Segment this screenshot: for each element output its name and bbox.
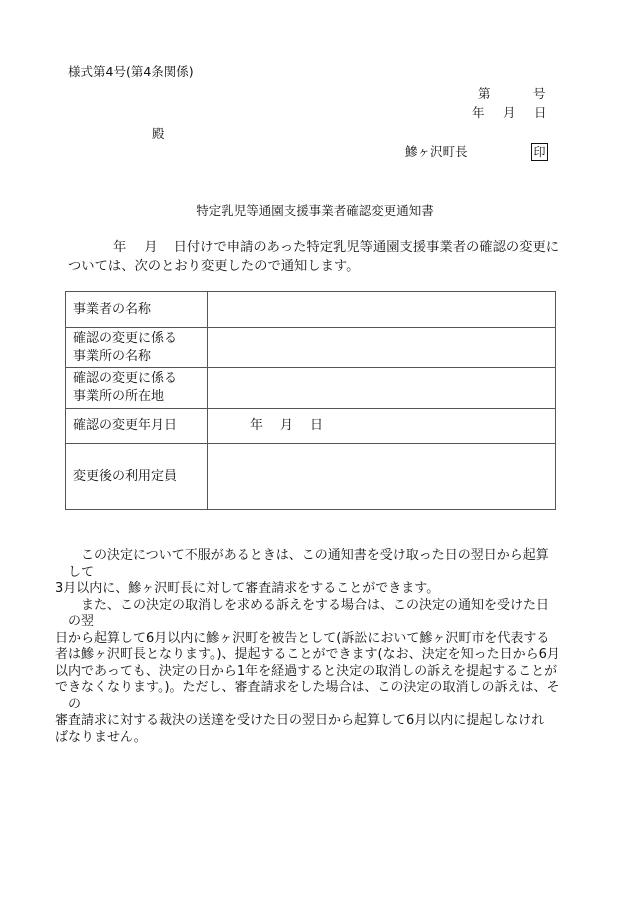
row-value-change-date[interactable] (208, 409, 556, 444)
row-value-capacity[interactable] (208, 444, 556, 510)
row-value-business-name[interactable] (208, 292, 556, 328)
notice-paragraph-1: この決定について不服があるときは、この通知書を受け取った日の翌日から起算して 3月以内に、鰺ヶ沢町長に対して審査請求をすることができます。 (55, 548, 549, 596)
document-number-suffix: 号 (533, 86, 546, 101)
intro-text (68, 238, 568, 276)
table-row (66, 328, 556, 368)
table-row (66, 292, 556, 328)
row-label-facility-address: 確認の変更に係る 事業所の所在地 (66, 368, 208, 409)
intro-line2: ついては、次のとおり変更したので通知します。 (68, 259, 360, 274)
table-row (66, 409, 556, 444)
appeal-notice (55, 548, 560, 746)
row-label-capacity: 変更後の利用定員 (66, 444, 208, 510)
form-number: 様式第4号(第4条関係) (68, 64, 194, 79)
document-title: 特定乳児等通園支援事業者確認変更通知書 (196, 203, 434, 218)
row-label-facility-name: 確認の変更に係る 事業所の名称 (66, 328, 208, 368)
change-date-year: 年 (250, 418, 264, 433)
row-label-business-name: 事業者の名称 (66, 292, 208, 328)
notice-paragraph-2: また、この決定の取消しを求める訴えをする場合は、この決定の通知を受けた日の翌 日から起算して6月以内に鰺ヶ沢町を被告として(訴訟において鰺ヶ沢町市を代表する 者は鰺ヶ沢町長となります。)、提起することができます(なお、決定を知った日から6月 以内であっても、決定の日から1年を経過すると決定の取消しの訴えを提起することが できなくなります。)。ただし、審査請求をした場合は、この決定の取消しの訴えは、その 審査請求に対する裁決の送達を受けた日の翌日から起算して6月以内に提起しなけれ ばなりません。 (55, 597, 560, 745)
issue-date-day: 日 (534, 105, 547, 120)
change-date-day: 日 (310, 418, 324, 433)
sender-name: 鰺ヶ沢町長 (405, 144, 468, 159)
intro-year: 年 (113, 240, 127, 255)
table-row (66, 368, 556, 409)
issue-date-year: 年 (472, 105, 485, 120)
intro-line1: 日付けで申請のあった特定乳児等通園支援事業者の確認の変更に (173, 240, 560, 255)
seal-box: 印 (531, 143, 548, 161)
row-value-facility-address[interactable] (208, 368, 556, 409)
info-table (65, 291, 556, 510)
issue-date-month: 月 (503, 105, 516, 120)
addressee-honorific: 殿 (152, 126, 165, 141)
change-date-month: 月 (280, 418, 294, 433)
row-label-change-date: 確認の変更年月日 (66, 409, 208, 444)
intro-month: 月 (144, 240, 158, 255)
row-value-facility-name[interactable] (208, 328, 556, 368)
document-number-prefix: 第 (478, 86, 491, 101)
table-row (66, 444, 556, 510)
